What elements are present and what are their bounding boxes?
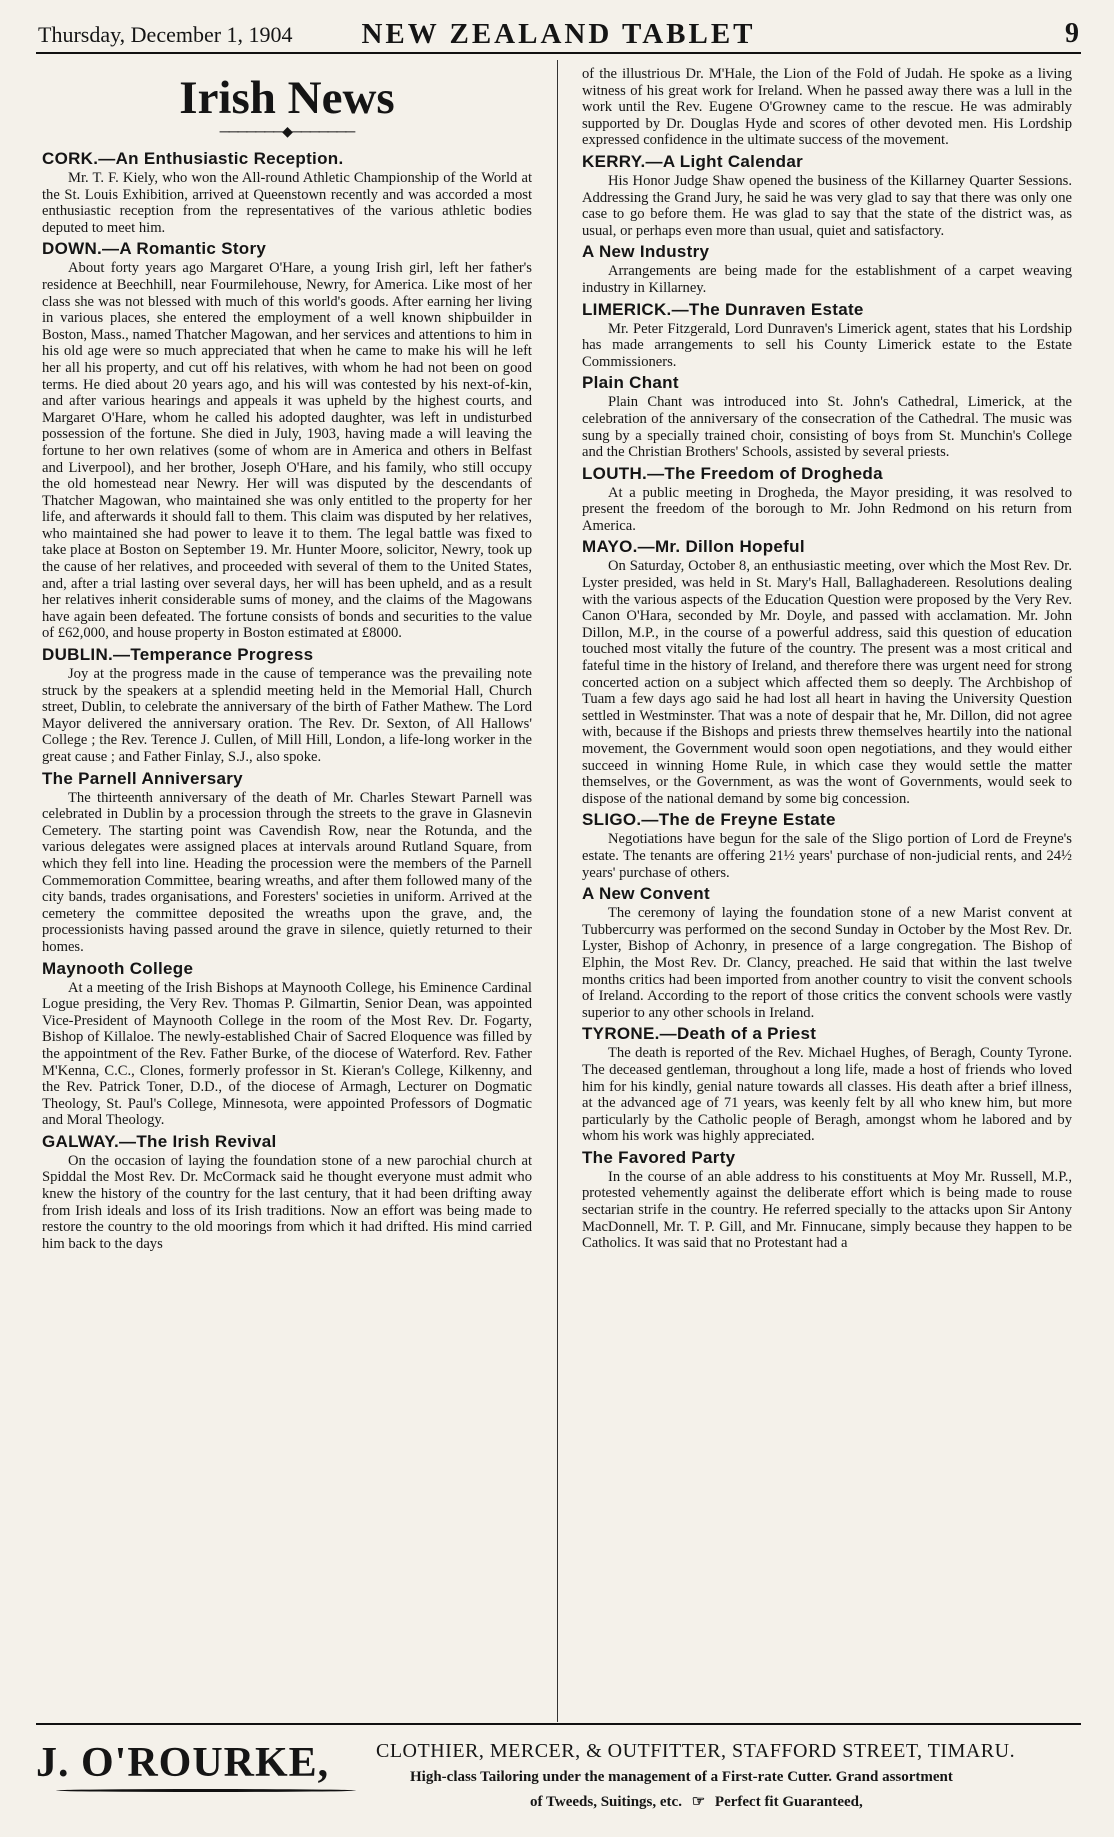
article-continuation: of the illustrious Dr. M'Hale, the Lion of the Fold of Judah. He spoke as a living witness of his great work for Ireland. When he passed away there was a lull in the work until the Rev. Eugene O'Growney came to the rescue. He was admirably supported by Dr. Douglas Hyde and scores of other devoted men. His Lordship expressed confidence in the ultimate success of the movement. (582, 66, 1072, 149)
advertiser-name: J. O'ROURKE, (36, 1740, 330, 1786)
footer-rule (36, 1723, 1081, 1725)
article-body-parnell: The thirteenth anniversary of the death of Mr. Charles Stewart Parnell was celebrated in Dublin by a procession through the streets to the grave in Glasnevin Cemetery. The starting point was Cavendish Row, near the Rotunda, and the various delegates were assigned places at intervals around Rutland Square, from which they fell into line. Heading the procession were the members of the Parnell Commemoration Committee, bearing wreaths, and after them followed many of the city bands, trades organisations, and Foresters' societies in uniform. Arrived at the cemetery the committee deposited the wreaths upon the grave, and, the processionists having passed around the grave in silence, quietly returned to their homes. (42, 789, 532, 955)
right-column (576, 66, 1078, 1718)
article-body-mayo: On Saturday, October 8, an enthusiastic meeting, over which the Most Rev. Dr. Lyster presided, was held in St. Mary's Hall, Ballaghadereen. Resolutions dealing with the various aspects of the Education Question were proposed by the Very Rev. Canon O'Hara, seconded by Mr. Doyle, and passed with acclamation. Mr. John Dillon, M.P., in the course of a powerful address, said this question of education touched most vitally the future of the country. The present was a most critical and fateful time in the history of Ireland, and therefore there was urgent need for strong concerted action on a subject which affected them so deeply. The Archbishop of Tuam a few days ago said he had lost all heart in having the University Question settled in Westminster. That was a note of despair that he, Mr. Dillon, did not agree with, because if the Bishops and priests threw themselves heartily into the national movement, the Government would soon open negotiations, and they would either succeed in winning Home Rule, in which case they would settle the matter themselves, or the Government, as was the wont of Governments, would seek to dispose of the national demand by some big concession. (582, 558, 1072, 807)
article-heading-maynooth: Maynooth College (42, 958, 194, 978)
article-body-louth: At a public meeting in Drogheda, the Mayor presiding, it was resolved to present the freedom of the borough to Mr. John Redmond on his return from America. (582, 484, 1072, 534)
article-body-galway: On the occasion of laying the foundation stone of a new parochial church at Spiddal the Most Rev. Dr. McCormack said he thought everyone must admit who knew the history of the country for the last century, that it had been drifting away from Irish ideals and loss of its Irish traditions. Now an effort was being made to restore the country to the old moorings from which it had drifted. His mind carried him back to the days (42, 1152, 532, 1252)
article-body-new-convent: The ceremony of laying the foundation stone of a new Marist convent at Tubbercurry was performed on the second Sunday in October by the Most Rev. Dr. Lyster, Bishop of Achonry, in presence of a large congregation. The Bishop of Elphin, the Most Rev. Dr. Clancy, preached. He said that within the last twelve months critics had been imported from another country to visit the convent schools of Ireland. According to the report of those critics the convent schools were vastly superior to any other schools in Ireland. (582, 905, 1072, 1021)
ad-line-business: CLOTHIER, MERCER, & OUTFITTER, STAFFORD STREET, TIMARU. (376, 1740, 1016, 1762)
article-heading-kerry: KERRY.—A Light Calendar (582, 151, 803, 171)
column-divider (557, 60, 558, 1722)
article-body-cork: Mr. T. F. Kiely, who won the All-round Athletic Championship of the World at the St. Louis Exhibition, arrived at Queenstown recently and was accorded a most enthusiastic reception from the representatives of the various athletic bodies deputed to meet him. (42, 170, 532, 236)
article-body-maynooth: At a meeting of the Irish Bishops at Maynooth College, his Eminence Cardinal Logue presiding, the Very Rev. Thomas P. Gilmartin, Senior Dean, was appointed Vice-President of Maynooth College in the room of the Most Rev. Dr. Fogarty, Bishop of Killaloe. The newly-established Chair of Sacred Eloquence was filled by the appointment of the Rev. Father Burke, of the diocese of Waterford. Rev. Father M'Kenna, C.C., Clones, formerly professor in St. Kieran's College, Kilkenny, and the Rev. Patrick Toner, D.D., of the diocese of Armagh, Lecturer on Dogmatic Theology, St. Paul's College, Minnesota, were appointed Professors of Dogmatic and Moral Theology. (42, 979, 532, 1129)
article-body-dublin: Joy at the progress made in the cause of temperance was the prevailing note struck by the speakers at a splendid meeting held in the Memorial Hall, Church street, Dublin, to celebrate the anniversary of the birth of Father Mathew. The Lord Mayor delivered the anniversary oration. The Rev. Dr. Sexton, of All Hallows' College ; the Rev. Terence J. Cullen, of Mill Hill, London, a life-long worker in the great cause ; and Father Finlay, S.J., also spoke. (42, 666, 532, 765)
article-body-sligo: Negotiations have begun for the sale of the Sligo portion of Lord de Freyne's estate. The tenants are offering 21½ years' purchase of non-judicial rents, and 24½ years' purchase of others. (582, 831, 1072, 881)
article-heading-new-convent: A New Convent (582, 884, 710, 904)
article-heading-galway: GALWAY.—The Irish Revival (42, 1131, 277, 1151)
article-body-kerry: His Honor Judge Shaw opened the business of the Killarney Quarter Sessions. Addressing the Grand Jury, he said he was very glad to say that there was only one case to go before them. He was glad to say that the state of the district was, as usual, or perhaps even more than usual, quiet and satisfactory. (582, 172, 1072, 239)
ad-line-fit: Perfect fit Guaranteed, (714, 1794, 863, 1810)
page-number: 9 (1065, 18, 1079, 49)
article-heading-favored-party: The Favored Party (582, 1147, 736, 1167)
article-heading-cork: CORK.—An Enthusiastic Reception. (42, 149, 344, 168)
issue-date: Thursday, December 1, 1904 (38, 22, 293, 47)
ad-line-guarantee (530, 1792, 863, 1811)
article-heading-dublin: DUBLIN.—Temperance Progress (42, 645, 314, 665)
newspaper-title: NEW ZEALAND TABLET (361, 18, 756, 50)
ad-line-tweeds: of Tweeds, Suitings, etc. (530, 1794, 682, 1810)
article-heading-sligo: SLIGO.—The de Freyne Estate (582, 810, 836, 830)
advertisement (36, 1737, 1081, 1817)
title-ornament: ───────◆─────── (219, 125, 355, 140)
article-body-tyrone: The death is reported of the Rev. Michael Hughes, of Beragh, County Tyrone. The deceased gentleman, throughout a long life, made a host of friends who loved him for his kindly, genial nature towards all classes. His death after a brief illness, at the advanced age of 71 years, was keenly felt by all who knew him, but more particularly by the Catholic people of Beragh, amongst whom he labored and by whom his work was highly appreciated. (582, 1045, 1072, 1145)
article-heading-down: DOWN.—A Romantic Story (42, 239, 267, 259)
pointing-hand-icon: ☞ (691, 1794, 706, 1810)
article-body-new-industry: Arrangements are being made for the establishment of a carpet weaving industry in Killarney. (582, 263, 1072, 296)
name-underline (56, 1789, 356, 1792)
article-heading-limerick: LIMERICK.—The Dunraven Estate (582, 299, 864, 319)
masthead (36, 18, 1081, 54)
section-title: Irish News (179, 72, 395, 124)
article-body-favored-party: In the course of an able address to his constituents at Moy Mr. Russell, M.P., protested vehemently against the deliberate effort which is being made to rouse sectarian strife in the country. He referred specially to the attacks upon Sir Antony MacDonnell, Mr. T. P. Gill, and Mr. Finnucane, simply because they happen to be Catholics. It was said that no Protestant had a (582, 1168, 1072, 1252)
left-column (36, 66, 538, 1718)
article-heading-louth: LOUTH.—The Freedom of Drogheda (582, 463, 883, 483)
article-heading-tyrone: TYRONE.—Death of a Priest (582, 1024, 817, 1044)
article-body-down: About forty years ago Margaret O'Hare, a young Irish girl, left her father's residence at Beechhill, near Fourmilehouse, Newry, for America. Like most of her class she was not blessed with much of this world's goods. After earning her living in various places, she entered the employment of a well known shipbuilder in Boston, Mass., named Thatcher Magowan, and her services and attentions to him in his old age were so much appreciated that when he came to make his will he left her all his property, and cut off his relatives, with whom he had not been on good terms. He died about 20 years ago, and his will was contested by his next-of-kin, and after various hearings and appeals it was upheld by the highest courts, and Margaret O'Hare, whom he called his adopted daughter, was left in undisturbed possession of the fortune. She died in July, 1903, having made a will leaving the fortune to her own relatives (some of whom are in America and others in Belfast and Liverpool), and her brother, Joseph O'Hare, and his family, who still occupy the old homestead near Newry. Her will was disputed by the descendants of Thatcher Magowan, who maintained she was only entitled to the property for her life, and afterwards it should fall to them. This claim was disputed by her relatives, who maintained she had power to leave it to them. The legal battle was fixed to take place at Boston on September 19. Mr. Hunter Moore, solicitor, Newry, took up the cause of her relatives, and proceeded with several of them to the United States, and, after a trial lasting over several days, her will has been upheld, and as a result her relatives inherit considerable sums of money, and the claims of the Magowans have again been defeated. The fortune consists of bonds and securities to the value of £62,000, and house property in Boston estimated at £8000. (42, 260, 532, 642)
article-heading-new-industry: A New Industry (582, 242, 710, 262)
article-heading-parnell: The Parnell Anniversary (42, 768, 243, 788)
article-body-plain-chant: Plain Chant was introduced into St. John's Cathedral, Limerick, at the celebration of the anniversary of the consecration of the Cathedral. The music was sung by a specially trained choir, consisting of boys from St. Munchin's College and the Christian Brothers' Schools, assisted by several priests. (582, 394, 1072, 461)
article-heading-mayo: MAYO.—Mr. Dillon Hopeful (582, 537, 805, 557)
article-heading-plain-chant: Plain Chant (582, 373, 679, 393)
ad-line-tailoring: High-class Tailoring under the management of a First-rate Cutter. Grand assortment (410, 1769, 953, 1785)
article-body-limerick: Mr. Peter Fitzgerald, Lord Dunraven's Limerick agent, states that his Lordship has made arrangements to sell his County Limerick estate to the Estate Commissioners. (582, 320, 1072, 370)
